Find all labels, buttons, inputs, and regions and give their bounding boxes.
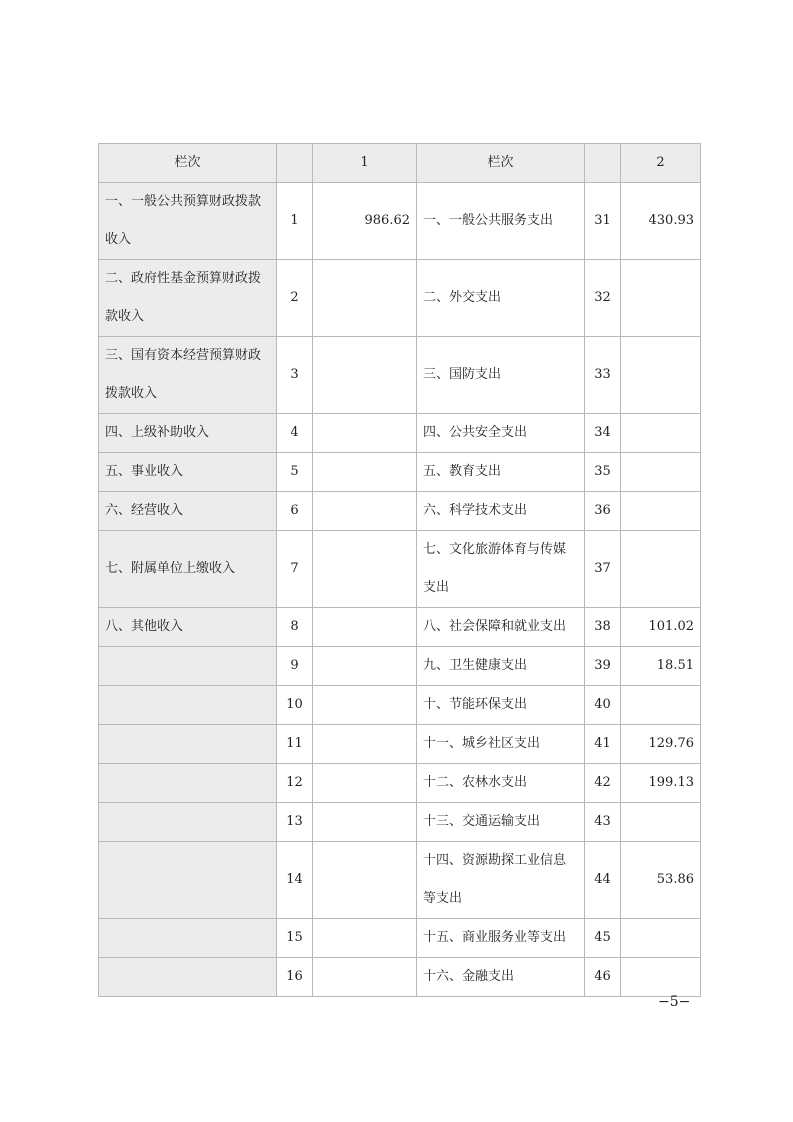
table-row bbox=[99, 842, 701, 919]
expense-amount: 53.86 bbox=[621, 842, 701, 919]
income-item: 五、事业收入 bbox=[99, 453, 277, 492]
income-line: 8 bbox=[277, 608, 313, 647]
income-amount bbox=[313, 686, 417, 725]
income-amount bbox=[313, 453, 417, 492]
income-item bbox=[99, 725, 277, 764]
income-line: 4 bbox=[277, 414, 313, 453]
table-row bbox=[99, 686, 701, 725]
expense-amount bbox=[621, 453, 701, 492]
expense-line: 45 bbox=[585, 919, 621, 958]
expense-amount: 430.93 bbox=[621, 183, 701, 260]
table-header-row bbox=[99, 144, 701, 183]
expense-line: 36 bbox=[585, 492, 621, 531]
table-row bbox=[99, 337, 701, 414]
expense-item: 十五、商业服务业等支出 bbox=[417, 919, 585, 958]
income-line: 5 bbox=[277, 453, 313, 492]
expense-line: 37 bbox=[585, 531, 621, 608]
expense-amount bbox=[621, 919, 701, 958]
budget-table-container bbox=[98, 143, 700, 997]
expense-line: 43 bbox=[585, 803, 621, 842]
income-amount bbox=[313, 414, 417, 453]
expense-amount bbox=[621, 531, 701, 608]
table-row bbox=[99, 764, 701, 803]
table-row bbox=[99, 958, 701, 997]
income-amount bbox=[313, 919, 417, 958]
income-line: 1 bbox=[277, 183, 313, 260]
income-line: 13 bbox=[277, 803, 313, 842]
expense-line: 38 bbox=[585, 608, 621, 647]
table-row bbox=[99, 260, 701, 337]
expense-amount: 199.13 bbox=[621, 764, 701, 803]
table-row bbox=[99, 492, 701, 531]
expense-amount bbox=[621, 492, 701, 531]
income-amount bbox=[313, 958, 417, 997]
expense-item: 十、节能环保支出 bbox=[417, 686, 585, 725]
income-item bbox=[99, 803, 277, 842]
expense-item: 十三、交通运输支出 bbox=[417, 803, 585, 842]
expense-item: 九、卫生健康支出 bbox=[417, 647, 585, 686]
income-amount bbox=[313, 803, 417, 842]
expense-line: 39 bbox=[585, 647, 621, 686]
income-item: 四、上级补助收入 bbox=[99, 414, 277, 453]
income-amount bbox=[313, 647, 417, 686]
expense-item: 十一、城乡社区支出 bbox=[417, 725, 585, 764]
income-line: 16 bbox=[277, 958, 313, 997]
expense-line: 35 bbox=[585, 453, 621, 492]
expense-line: 31 bbox=[585, 183, 621, 260]
expense-line: 33 bbox=[585, 337, 621, 414]
income-item bbox=[99, 842, 277, 919]
expense-amount bbox=[621, 414, 701, 453]
expense-item: 二、外交支出 bbox=[417, 260, 585, 337]
expense-item: 十四、资源勘探工业信息等支出 bbox=[417, 842, 585, 919]
income-amount bbox=[313, 608, 417, 647]
table-row bbox=[99, 647, 701, 686]
expense-line: 32 bbox=[585, 260, 621, 337]
income-line: 7 bbox=[277, 531, 313, 608]
income-line: 3 bbox=[277, 337, 313, 414]
expense-amount bbox=[621, 337, 701, 414]
table-row bbox=[99, 608, 701, 647]
income-amount bbox=[313, 337, 417, 414]
income-amount bbox=[313, 531, 417, 608]
budget-table bbox=[98, 143, 701, 997]
expense-item: 七、文化旅游体育与传媒支出 bbox=[417, 531, 585, 608]
table-row bbox=[99, 803, 701, 842]
income-amount bbox=[313, 492, 417, 531]
table-row bbox=[99, 531, 701, 608]
income-line: 2 bbox=[277, 260, 313, 337]
expense-amount bbox=[621, 803, 701, 842]
income-line: 14 bbox=[277, 842, 313, 919]
expense-amount: 101.02 bbox=[621, 608, 701, 647]
expense-item: 五、教育支出 bbox=[417, 453, 585, 492]
income-item: 三、国有资本经营预算财政拨款收入 bbox=[99, 337, 277, 414]
expense-line: 41 bbox=[585, 725, 621, 764]
income-amount bbox=[313, 842, 417, 919]
expense-item: 十六、金融支出 bbox=[417, 958, 585, 997]
income-item bbox=[99, 686, 277, 725]
expense-line: 34 bbox=[585, 414, 621, 453]
income-amount bbox=[313, 725, 417, 764]
expense-amount: 129.76 bbox=[621, 725, 701, 764]
income-item: 八、其他收入 bbox=[99, 608, 277, 647]
expense-line: 46 bbox=[585, 958, 621, 997]
expense-amount bbox=[621, 958, 701, 997]
expense-item: 四、公共安全支出 bbox=[417, 414, 585, 453]
income-item: 六、经营收入 bbox=[99, 492, 277, 531]
income-amount bbox=[313, 260, 417, 337]
income-line: 9 bbox=[277, 647, 313, 686]
income-item: 七、附属单位上缴收入 bbox=[99, 531, 277, 608]
table-row bbox=[99, 183, 701, 260]
income-line: 15 bbox=[277, 919, 313, 958]
income-item bbox=[99, 764, 277, 803]
table-row bbox=[99, 725, 701, 764]
expense-item: 八、社会保障和就业支出 bbox=[417, 608, 585, 647]
header-blank-2 bbox=[585, 144, 621, 183]
income-amount bbox=[313, 764, 417, 803]
income-item bbox=[99, 958, 277, 997]
table-row bbox=[99, 414, 701, 453]
header-expense-label: 栏次 bbox=[417, 144, 585, 183]
header-income-num: 1 bbox=[313, 144, 417, 183]
expense-item: 一、一般公共服务支出 bbox=[417, 183, 585, 260]
expense-line: 44 bbox=[585, 842, 621, 919]
expense-line: 40 bbox=[585, 686, 621, 725]
income-line: 12 bbox=[277, 764, 313, 803]
income-line: 6 bbox=[277, 492, 313, 531]
income-item: 一、一般公共预算财政拨款收入 bbox=[99, 183, 277, 260]
income-item bbox=[99, 919, 277, 958]
expense-item: 六、科学技术支出 bbox=[417, 492, 585, 531]
income-item: 二、政府性基金预算财政拨款收入 bbox=[99, 260, 277, 337]
header-expense-num: 2 bbox=[621, 144, 701, 183]
income-line: 10 bbox=[277, 686, 313, 725]
expense-amount bbox=[621, 686, 701, 725]
header-income-label: 栏次 bbox=[99, 144, 277, 183]
income-line: 11 bbox=[277, 725, 313, 764]
table-row bbox=[99, 453, 701, 492]
income-item bbox=[99, 647, 277, 686]
page-number: −5− bbox=[658, 994, 691, 1010]
table-row bbox=[99, 919, 701, 958]
expense-line: 42 bbox=[585, 764, 621, 803]
expense-item: 三、国防支出 bbox=[417, 337, 585, 414]
expense-item: 十二、农林水支出 bbox=[417, 764, 585, 803]
header-blank-1 bbox=[277, 144, 313, 183]
income-amount: 986.62 bbox=[313, 183, 417, 260]
expense-amount bbox=[621, 260, 701, 337]
expense-amount: 18.51 bbox=[621, 647, 701, 686]
